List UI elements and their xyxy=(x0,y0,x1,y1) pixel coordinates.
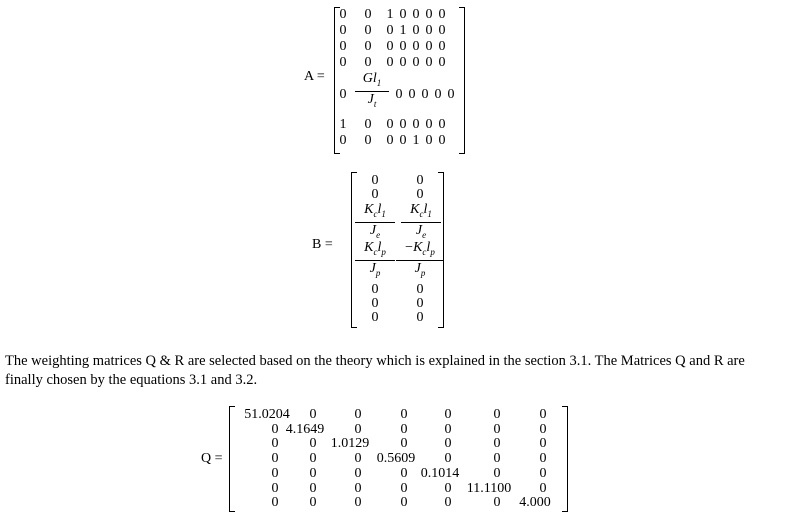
matrix-q-cell: 0 xyxy=(400,495,408,511)
matrix-q-cell: 0 xyxy=(539,421,547,437)
matrix-q-cell: 0 xyxy=(444,407,452,422)
matrix-a-cell: 0 xyxy=(386,55,394,70)
matrix-a-right-bracket xyxy=(459,7,465,154)
matrix-b-zero: 0 xyxy=(416,173,424,188)
matrix-q-cell: 0.5609 xyxy=(376,451,416,467)
matrix-b-zero: 0 xyxy=(416,310,424,325)
matrix-q-cell: 0 xyxy=(354,407,362,422)
matrix-a-label: A = xyxy=(304,69,325,84)
matrix-a-cell: 1 xyxy=(386,7,394,22)
matrix-q-cell: 0 xyxy=(444,421,452,437)
matrix-a-cell: 0 xyxy=(425,7,433,22)
matrix-q-cell: 0 xyxy=(539,465,547,481)
matrix-q-cell: 0 xyxy=(309,451,317,467)
matrix-q-cell: 0 xyxy=(493,495,501,511)
matrix-a-cell: 0 xyxy=(425,39,433,54)
matrix-q-cell: 0 xyxy=(271,436,279,452)
body-paragraph: The weighting matrices Q & R are selected based on the theory which is explained in the section 3.1. The Matrices Q and R are finally chosen by the equations 3.1 and 3.2. xyxy=(5,353,745,388)
matrix-a-cell: 0 xyxy=(412,117,420,132)
matrix-q-cell: 0 xyxy=(493,451,501,467)
matrix-b-zero: 0 xyxy=(416,187,424,202)
matrix-q-cell: 0 xyxy=(309,480,317,496)
matrix-a-cell: 0 xyxy=(339,55,347,70)
matrix-a-cell: 0 xyxy=(339,133,347,148)
matrix-a-cell: 0 xyxy=(386,39,394,54)
matrix-q-cell: 0 xyxy=(539,436,547,452)
matrix-a-cell: 0 xyxy=(438,117,446,132)
matrix-a-cell: 0 xyxy=(438,7,446,22)
matrix-b-zero: 0 xyxy=(371,282,379,297)
matrix-a-cell: 0 xyxy=(399,117,407,132)
matrix-q-cell: 0 xyxy=(271,480,279,496)
matrix-a-cell: 1 xyxy=(399,23,407,38)
matrix-a-cell: 0 xyxy=(412,7,420,22)
matrix-a-cell: 1 xyxy=(412,133,420,148)
matrix-q-cell: 51.0204 xyxy=(244,407,290,422)
matrix-q-cell: 0 xyxy=(271,495,279,511)
matrix-q-cell: 0 xyxy=(493,436,501,452)
matrix-q-cell: 0 xyxy=(493,421,501,437)
matrix-a-cell: 0 xyxy=(408,87,416,102)
matrix-a-cell: 0 xyxy=(364,117,372,132)
matrix-a-cell: 0 xyxy=(386,23,394,38)
matrix-q-left-bracket xyxy=(229,406,235,512)
matrix-q-cell: 0 xyxy=(271,451,279,467)
matrix-a-cell: 0 xyxy=(438,133,446,148)
matrix-q-cell: 0 xyxy=(309,495,317,511)
matrix-a-cell: 0 xyxy=(425,55,433,70)
matrix-a-cell: 0 xyxy=(438,55,446,70)
matrix-q-cell: 0 xyxy=(493,407,501,422)
matrix-b-zero: 0 xyxy=(416,282,424,297)
matrix-b-zero: 0 xyxy=(371,173,379,188)
matrix-a-cell: 0 xyxy=(412,55,420,70)
matrix-q-cell: 0 xyxy=(400,465,408,481)
matrix-a-cell: 0 xyxy=(412,23,420,38)
matrix-a-cell: 1 xyxy=(339,117,347,132)
matrix-a-cell: 0 xyxy=(364,7,372,22)
matrix-q-cell: 0 xyxy=(539,451,547,467)
matrix-a-cell: 0 xyxy=(364,55,372,70)
matrix-b-fraction-kcl1-je: $K_cl_1$ $J_e$ xyxy=(355,203,395,242)
matrix-a-cell: 0 xyxy=(425,133,433,148)
matrix-a-cell: 0 xyxy=(339,87,347,102)
matrix-q-cell: 0 xyxy=(400,421,408,437)
matrix-a-cell: 0 xyxy=(425,117,433,132)
matrix-q-cell: 1.0129 xyxy=(330,436,370,452)
matrix-b-fraction-kcl1-je: $K_cl_1$ $J_e$ xyxy=(401,203,441,242)
matrix-a-cell: 0 xyxy=(364,39,372,54)
matrix-q-cell: 0 xyxy=(400,480,408,496)
matrix-q-cell: 0 xyxy=(444,451,452,467)
matrix-q-cell: 0 xyxy=(309,465,317,481)
matrix-q-cell: 0 xyxy=(400,407,408,422)
matrix-b-zero: 0 xyxy=(371,187,379,202)
matrix-b-zero: 0 xyxy=(416,296,424,311)
matrix-q-cell: 11.1100 xyxy=(466,480,512,496)
matrix-a-cell: 0 xyxy=(395,87,403,102)
matrix-a-cell: 0 xyxy=(399,55,407,70)
matrix-b-zero: 0 xyxy=(371,296,379,311)
matrix-q-cell: 4.000 xyxy=(519,495,551,511)
matrix-a-cell: 0 xyxy=(364,23,372,38)
matrix-a-cell: 0 xyxy=(447,87,455,102)
matrix-a-cell: 0 xyxy=(399,7,407,22)
matrix-q-cell: 0 xyxy=(271,421,279,437)
matrix-b-zero: 0 xyxy=(371,310,379,325)
matrix-a-cell: 0 xyxy=(364,133,372,148)
matrix-a-fraction-gl1-jt: $Gl_1$ $J_t$ xyxy=(355,72,389,111)
matrix-q-cell: 0 xyxy=(354,495,362,511)
matrix-q-cell: 0 xyxy=(444,480,452,496)
matrix-a-cell: 0 xyxy=(339,23,347,38)
matrix-q-cell: 0 xyxy=(493,465,501,481)
matrix-q-cell: 0 xyxy=(539,480,547,496)
matrix-a-cell: 0 xyxy=(438,23,446,38)
matrix-a-cell: 0 xyxy=(412,39,420,54)
matrix-q-cell: 0 xyxy=(354,465,362,481)
matrix-a-cell: 0 xyxy=(339,7,347,22)
matrix-a-cell: 0 xyxy=(421,87,429,102)
matrix-a-cell: 0 xyxy=(399,133,407,148)
matrix-a-cell: 0 xyxy=(438,39,446,54)
matrix-q-cell: 0.1014 xyxy=(420,465,460,481)
matrix-b-fraction-neg-kclp-jp: $-K_cl_p$ $J_p$ xyxy=(396,241,444,280)
matrix-q-cell: 4.1649 xyxy=(285,421,325,437)
matrix-a-cell: 0 xyxy=(434,87,442,102)
matrix-q-cell: 0 xyxy=(354,480,362,496)
matrix-a-cell: 0 xyxy=(399,39,407,54)
matrix-q-cell: 0 xyxy=(400,436,408,452)
matrix-q-cell: 0 xyxy=(309,436,317,452)
matrix-a-cell: 0 xyxy=(386,133,394,148)
matrix-a-cell: 0 xyxy=(425,23,433,38)
matrix-q-cell: 0 xyxy=(354,421,362,437)
matrix-b-fraction-kclp-jp: $K_cl_p$ $J_p$ xyxy=(355,241,395,280)
matrix-q-cell: 0 xyxy=(309,407,317,422)
matrix-a-cell: 0 xyxy=(386,117,394,132)
matrix-q-cell: 0 xyxy=(444,495,452,511)
matrix-a-cell: 0 xyxy=(339,39,347,54)
matrix-q-cell: 0 xyxy=(444,436,452,452)
matrix-q-cell: 0 xyxy=(271,465,279,481)
matrix-q-label: Q = xyxy=(201,451,223,466)
matrix-q-cell: 0 xyxy=(354,451,362,467)
matrix-b-label: B = xyxy=(312,237,333,252)
matrix-q-cell: 0 xyxy=(539,407,547,422)
